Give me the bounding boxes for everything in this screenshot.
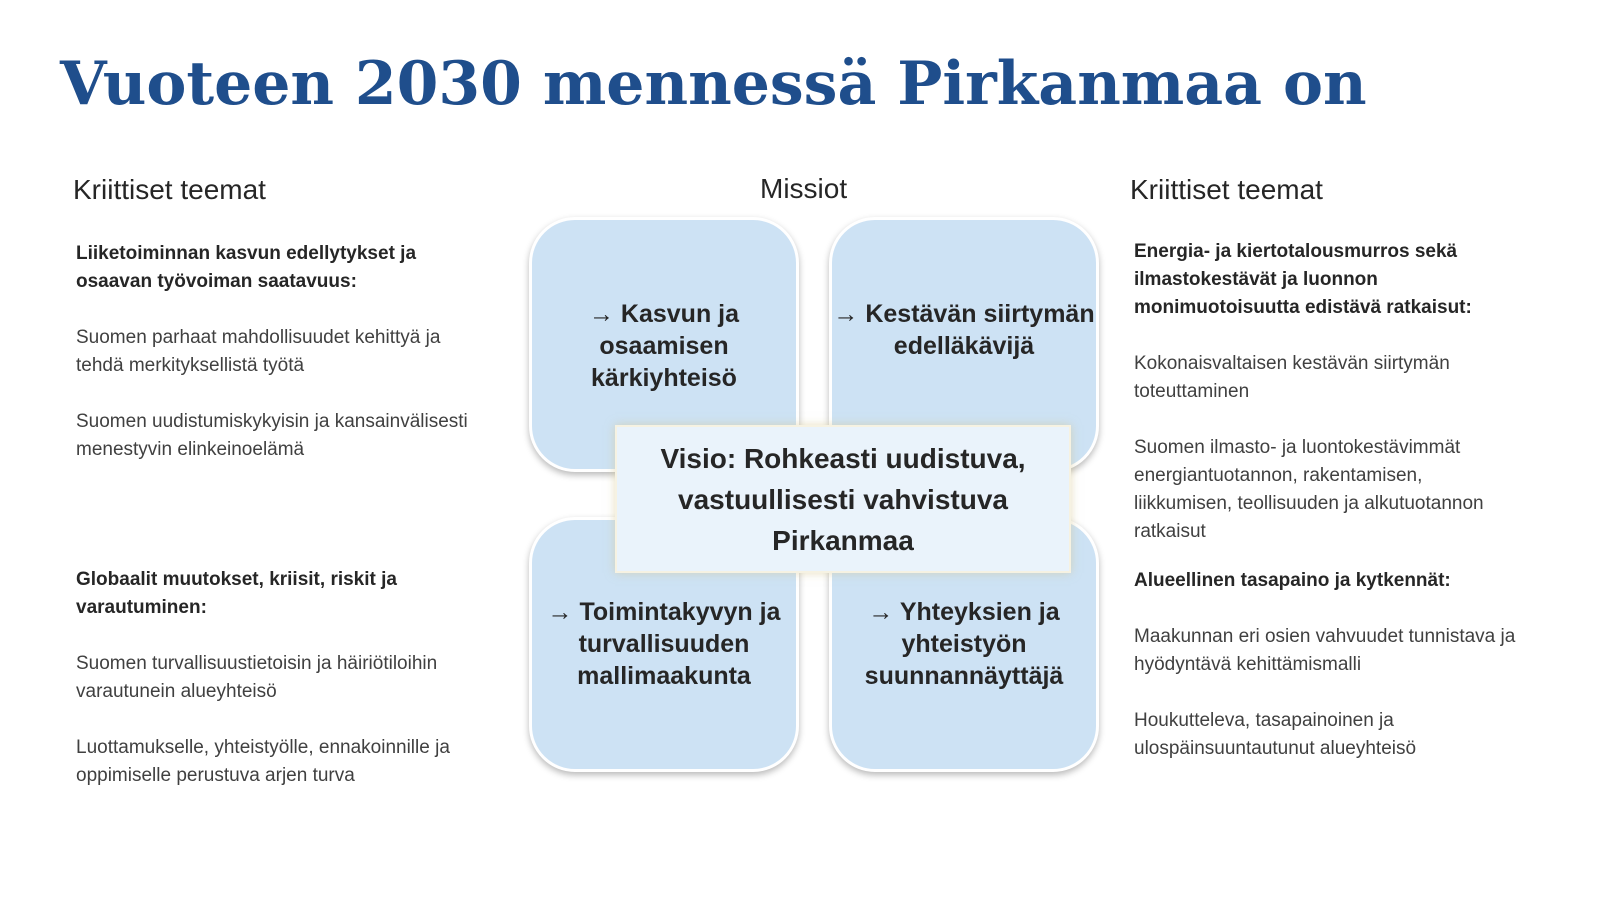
vision-text: Visio: Rohkeasti uudistuva, vastuullisesti vahvistuva Pirkanmaa [660, 442, 1026, 556]
right-heading: Kriittiset teemat [1130, 174, 1323, 205]
left-heading: Kriittiset teemat [73, 174, 266, 205]
center-heading: Missiot [760, 173, 848, 204]
right-theme-2-title: Alueellinen tasapaino ja kytkennät: [1134, 570, 1451, 591]
left-themes-2 [76, 566, 536, 790]
right-theme-1-title: Energia- ja kiertotalousmurros sekä ilmastokestävät ja luonnon monimuotoisuutta edistävä ratkaisut: [1134, 241, 1472, 318]
right-theme-1-item-1: Kokonaisvaltaisen kestävän siirtymän toteuttaminen [1134, 353, 1450, 402]
left-theme-2-item-1: Suomen turvallisuustietoisin ja häiriötiloihin varautunein alueyhteisö [76, 653, 438, 702]
left-themes [76, 240, 536, 464]
right-theme-1-item-2: Suomen ilmasto- ja luontokestävimmät energiantuotannon, rakentamisen, liikkumisen, teollisuuden ja alkutuotannon ratkaisut [1134, 437, 1484, 542]
right-themes-2 [1134, 567, 1604, 763]
left-theme-1-item-1: Suomen parhaat mahdollisuudet kehittyä ja tehdä merkityksellistä työtä [76, 327, 441, 376]
mission-label-3: → Toimintakyvyn ja turvallisuuden mallimaakunta [547, 598, 781, 690]
mission-label-1: → Kasvun ja osaamisen kärkiyhteisö [588, 300, 740, 392]
mission-label-4: → Yhteyksien ja yhteistyön suunnannäyttäjä [864, 598, 1064, 690]
right-theme-2-item-1: Maakunnan eri osien vahvuudet tunnistava ja hyödyntävä kehittämismalli [1134, 626, 1516, 675]
left-theme-1-title: Liiketoiminnan kasvun edellytykset ja osaavan työvoiman saatavuus: [76, 243, 417, 292]
left-theme-2-item-2: Luottamukselle, yhteistyölle, ennakoinnille ja oppimiselle perustuva arjen turva [76, 737, 450, 786]
left-theme-2-title: Globaalit muutokset, kriisit, riskit ja varautuminen: [76, 569, 397, 618]
right-theme-2-item-2: Houkutteleva, tasapainoinen ja ulospäinsuuntautunut alueyhteisö [1134, 710, 1417, 759]
right-themes [1134, 238, 1604, 546]
left-theme-1-item-2: Suomen uudistumiskykyisin ja kansainvälisesti menestyvin elinkeinoelämä [76, 411, 468, 460]
mission-label-2: → Kestävän siirtymän edelläkävijä [833, 300, 1095, 360]
page-title: Vuoteen 2030 mennessä Pirkanmaa on [60, 49, 1367, 119]
vision-box [615, 425, 1071, 573]
